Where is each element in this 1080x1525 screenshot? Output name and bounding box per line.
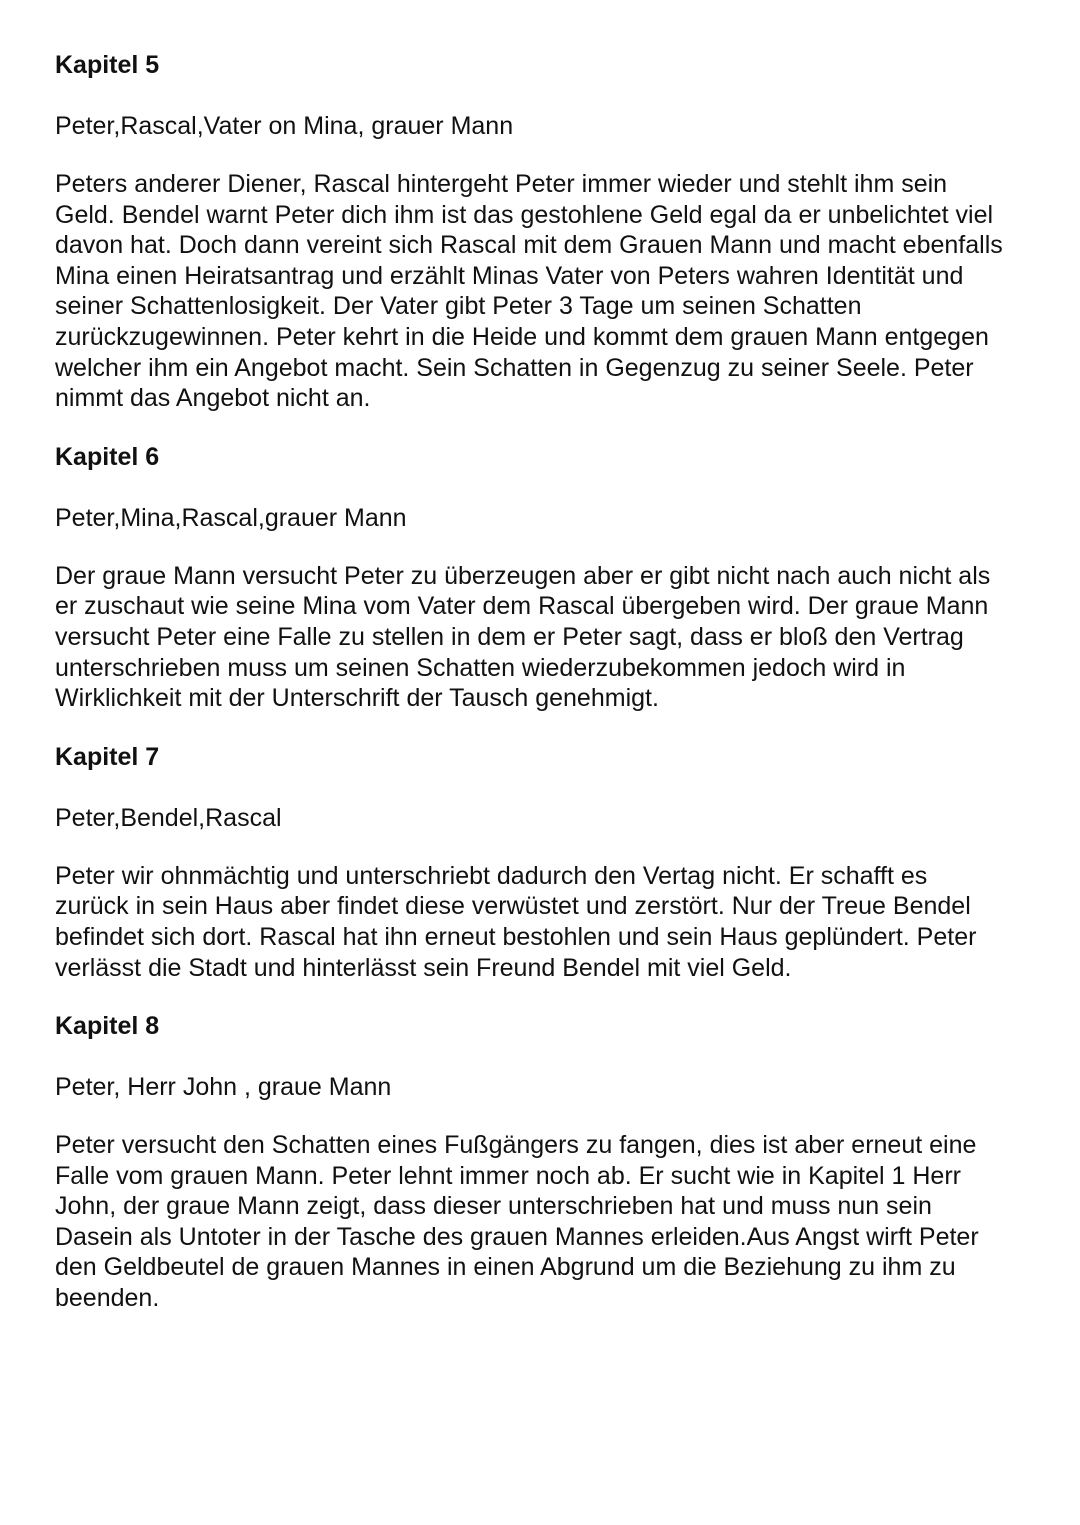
chapter-title: Kapitel 8 <box>55 1012 160 1041</box>
chapter-summary: Peter versucht den Schatten eines Fußgängers zu fangen, dies ist aber erneut eine Falle vom grauen Mann. Peter lehnt immer noch ab. Er sucht wie in Kapitel 1 Herr John, der graue Mann zeigt, dass dieser unterschrieben hat und muss nun sein Dasein als Untoter in der Tasche des grauen Mannes erleiden.Aus Angst wirft Peter den Geldbeutel de grauen Mannes in einen Abgrund um die Beziehung zu ihm zu beenden. <box>55 1131 979 1313</box>
chapter-title: Kapitel 7 <box>55 742 160 771</box>
chapter-characters: Peter,Bendel,Rascal <box>55 803 282 832</box>
chapter-6 <box>55 439 1040 714</box>
chapter-5 <box>55 47 1040 414</box>
chapter-summary: Peters anderer Diener, Rascal hintergeht Peter immer wieder und stehlt ihm sein Geld. Bendel warnt Peter dich ihm ist das gestohlene Geld egal da er unbelichtet viel davon hat. Doch dann vereint sich Rascal mit dem Grauen Mann und macht ebenfalls Mina einen Heiratsantrag und erzählt Minas Vater von Peters wahren Identität und seiner Schattenlosigkeit. Der Vater gibt Peter 3 Tage um seinen Schatten zurückzugewinnen. Peter kehrt in die Heide und kommt dem grauen Mann entgegen welcher ihm ein Angebot macht. Sein Schatten in Gegenzug zu seiner Seele. Peter nimmt das Angebot nicht an. <box>55 170 1003 413</box>
chapter-summary: Der graue Mann versucht Peter zu überzeugen aber er gibt nicht nach auch nicht als er zuschaut wie seine Mina vom Vater dem Rascal übergeben wird. Der graue Mann versucht Peter eine Falle zu stellen in dem er Peter sagt, dass er bloß den Vertrag unterschrieben muss um seinen Schatten wiederzubekommen jedoch wird in Wirklichkeit mit der Unterschrift der Tausch genehmigt. <box>55 561 991 713</box>
chapter-7 <box>55 739 1040 983</box>
chapter-summary: Peter wir ohnmächtig und unterschriebt dadurch den Vertag nicht. Er schafft es zurück in sein Haus aber findet diese verwüstet und zerstört. Nur der Treue Bendel befindet sich dort. Rascal hat ihn erneut bestohlen und sein Haus geplündert. Peter verlässt die Stadt und hinterlässt sein Freund Bendel mit viel Geld. <box>55 861 977 982</box>
chapter-characters: Peter, Herr John , graue Mann <box>55 1073 392 1102</box>
chapter-title: Kapitel 6 <box>55 442 160 471</box>
chapter-8 <box>55 1008 1040 1314</box>
chapter-characters: Peter,Mina,Rascal,grauer Mann <box>55 503 407 532</box>
chapter-title: Kapitel 5 <box>55 51 160 79</box>
chapter-characters: Peter,Rascal,Vater on Mina, grauer Mann <box>55 112 514 140</box>
